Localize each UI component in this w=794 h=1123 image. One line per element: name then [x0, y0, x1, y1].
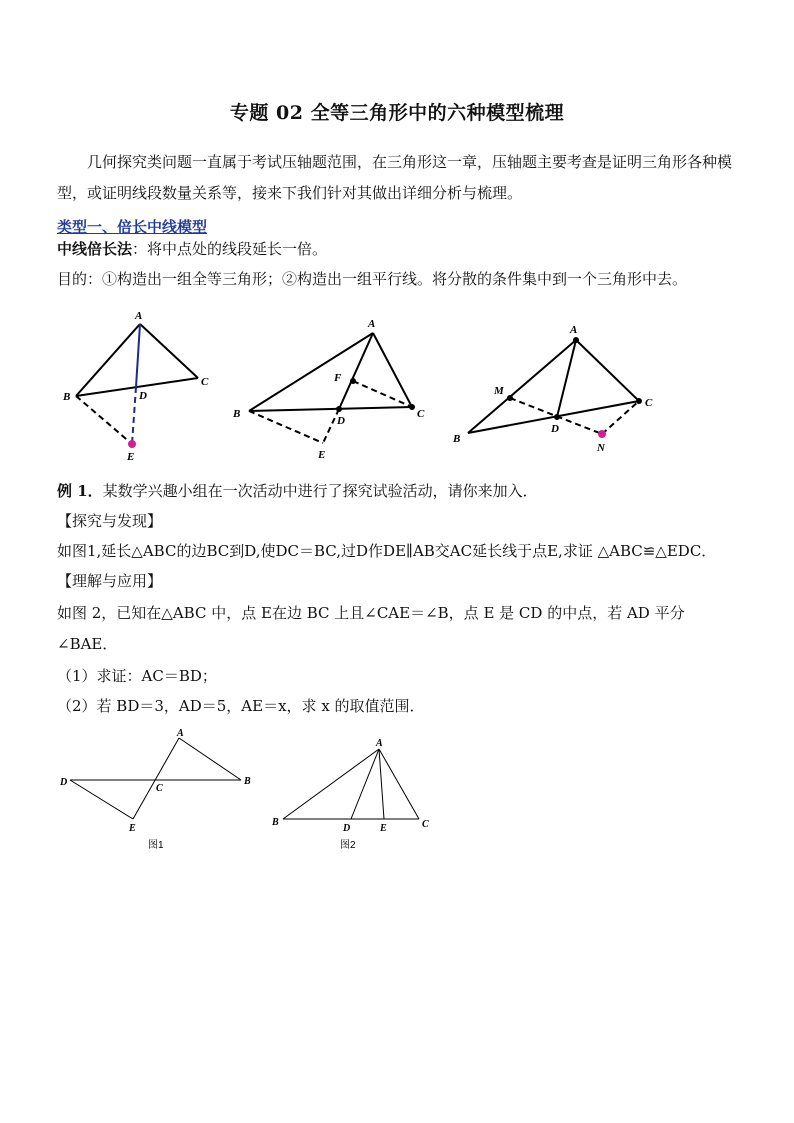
intro-paragraph: 几何探究类问题一直属于考试压轴题范围，在三角形这一章，压轴题主要考查是证明三角形各种模型，或证明线段数量关系等，接来下我们针对其做出详细分析与梳理。: [57, 153, 733, 202]
label-a: A: [376, 738, 383, 749]
label-e: E: [380, 823, 387, 834]
top-figure-1: [76, 324, 198, 444]
label-d: D: [60, 777, 68, 788]
label-c: C: [156, 783, 163, 794]
figure-1-caption: 图1: [148, 840, 164, 851]
point-marker: [350, 378, 356, 384]
apply-text-2: ∠BAE．: [57, 635, 118, 653]
label-b: B: [272, 817, 279, 828]
explore-text: 如图1,延长△ABC的边BC到D,使DC＝BC,过D作DE∥AB交AC延长线于点E,求证 △ABC≌△EDC．: [57, 542, 717, 560]
point-n-marker: [598, 430, 606, 438]
point-marker: [573, 337, 579, 343]
label-b: B: [244, 776, 251, 787]
bottom-figure-2: [283, 749, 419, 819]
method-label: 中线倍长法: [57, 240, 133, 258]
point-e-marker: [128, 440, 136, 448]
purpose-line: 目的：①构造出一组全等三角形；②构造出一组平行线。将分散的条件集中到一个三角形中去。: [57, 270, 688, 288]
label-m: M: [494, 385, 504, 397]
type1-heading: [57, 216, 207, 237]
label-c: C: [422, 819, 429, 830]
page-title: 专题 02 全等三角形中的六种模型梳理: [229, 102, 565, 124]
point-marker: [554, 414, 560, 420]
label-e: E: [318, 449, 326, 461]
point-marker: [507, 395, 513, 401]
apply-heading: 【理解与应用】: [57, 572, 163, 590]
section-heading: 类型一、倍长中线模型: [57, 218, 208, 236]
example-line: [57, 480, 538, 501]
label-a: A: [570, 324, 578, 336]
label-c: C: [645, 397, 653, 409]
apply-text-1: 如图 2，已知在△ABC 中，点 E在边 BC 上且∠CAE＝∠B，点 E 是 CD 的中点，若 AD 平分: [57, 604, 685, 622]
question-1: （1）求证：AC＝BD；: [57, 667, 217, 685]
explore-heading: 【探究与发现】: [57, 512, 163, 530]
label-b: B: [63, 391, 71, 403]
label-f: F: [334, 372, 342, 384]
label-c: C: [417, 408, 425, 420]
label-c: C: [201, 376, 209, 388]
figure-2-caption: 图2: [340, 840, 356, 851]
point-marker: [636, 398, 642, 404]
top-figures: [0, 300, 794, 475]
label-b: B: [233, 408, 241, 420]
label-b: B: [453, 433, 461, 445]
label-e: E: [129, 823, 136, 834]
bottom-figure-1: [70, 738, 241, 819]
label-d: D: [139, 390, 147, 402]
point-marker: [336, 406, 342, 412]
method-line: [57, 238, 327, 259]
label-n: N: [597, 442, 605, 454]
top-figure-2: [249, 333, 412, 443]
example-label: 例 1．: [57, 482, 103, 500]
question-2: （2）若 BD＝3，AD＝5，AE＝x，求 x 的取值范围．: [57, 697, 425, 715]
bottom-figures: [0, 722, 794, 857]
example-text: 某数学兴趣小组在一次活动中进行了探究试验活动，请你来加入．: [102, 482, 538, 500]
label-d: D: [337, 415, 345, 427]
label-d: D: [551, 423, 559, 435]
label-a: A: [135, 310, 143, 322]
label-a: A: [177, 728, 184, 739]
label-e: E: [127, 451, 135, 463]
label-d: D: [343, 823, 351, 834]
label-a: A: [368, 318, 376, 330]
point-marker: [409, 404, 415, 410]
method-text: ：将中点处的线段延长一倍。: [132, 240, 328, 258]
